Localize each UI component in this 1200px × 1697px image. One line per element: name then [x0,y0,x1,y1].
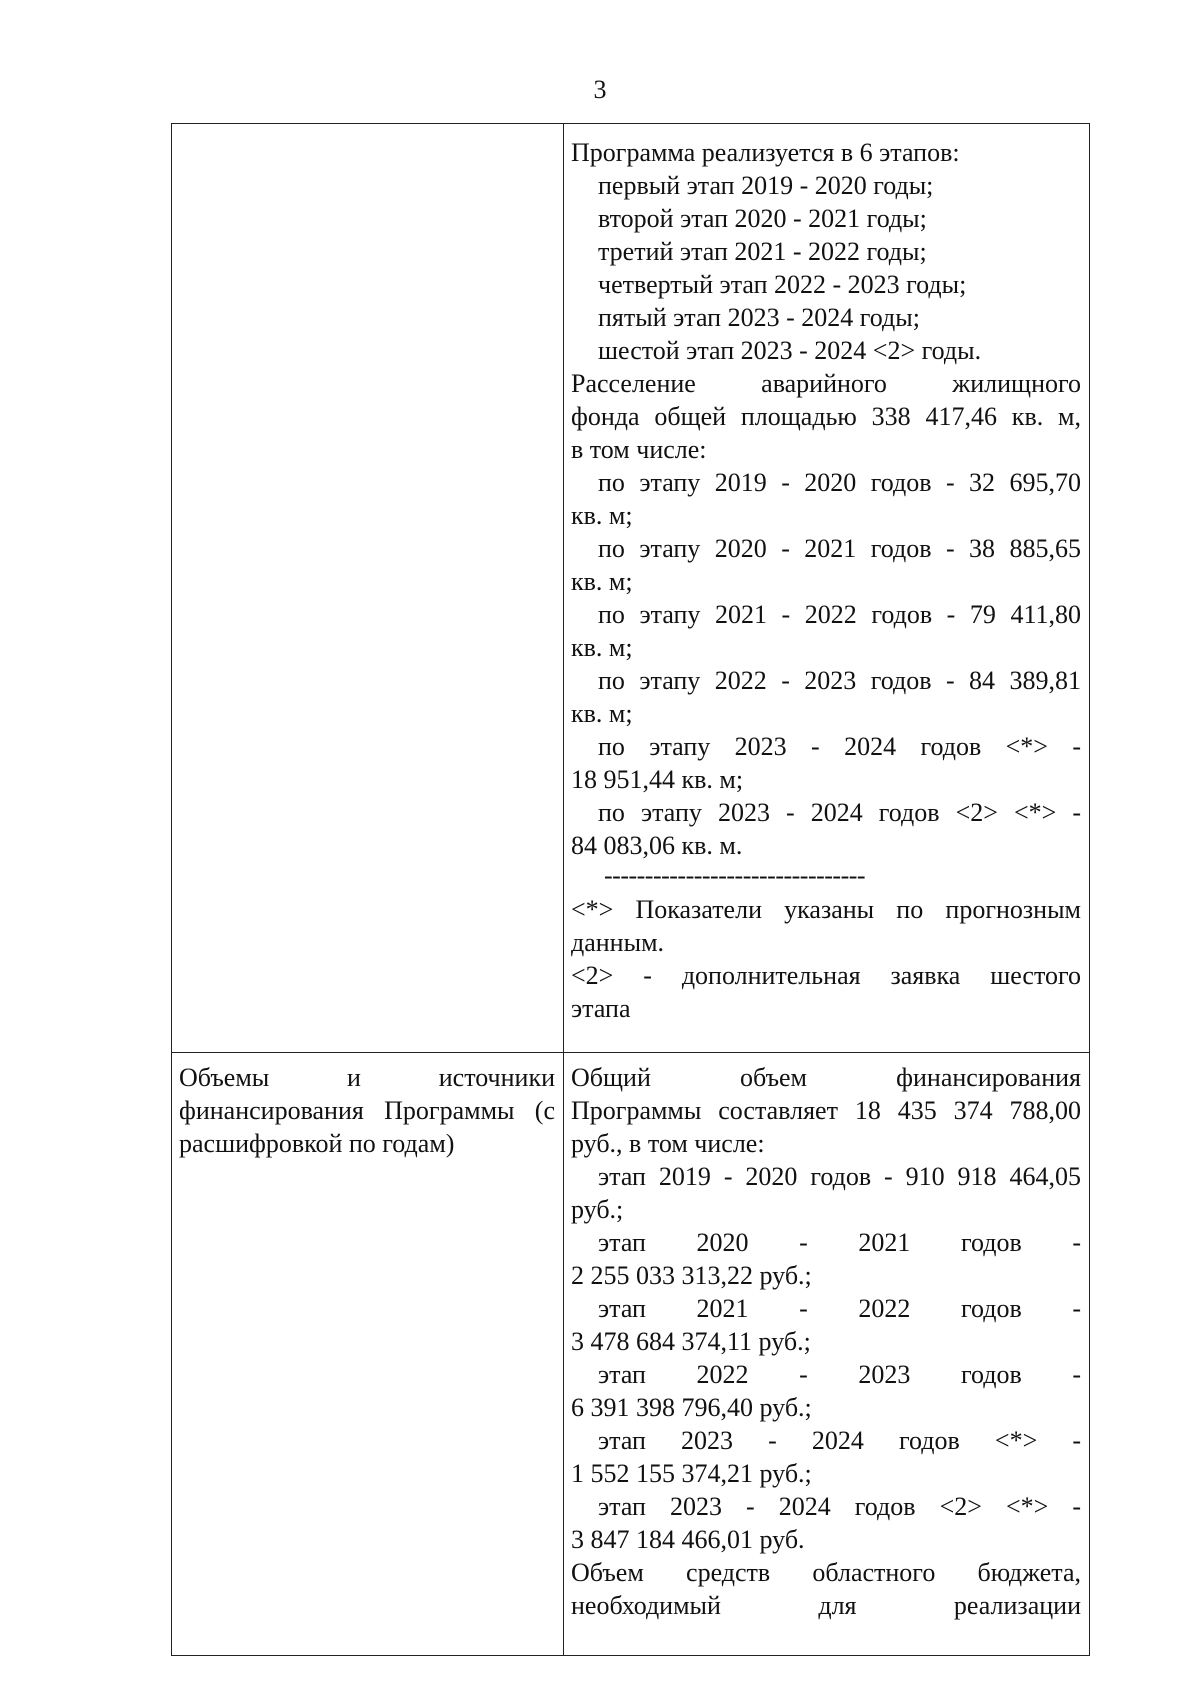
resettlement-item: по этапу 2023 - 2024 годов <2> <*> - [598,798,1081,827]
resettlement-item: по этапу 2020 - 2021 годов - 38 885,65 [598,534,1081,563]
table-row-stages [172,124,1090,1053]
financing-item: этап 2023 - 2024 годов <*> - [598,1426,1081,1455]
footnote-additional: этапа [571,994,631,1023]
financing-label: финансирования Программы (с [179,1096,555,1125]
financing-item: этап 2022 - 2023 годов - [598,1360,1081,1389]
financing-item-value: руб.; [571,1195,624,1224]
resettlement-item-value: кв. м; [571,501,633,530]
stage-item: второй этап 2020 - 2021 годы; [598,204,927,233]
financing-item: этап 2021 - 2022 годов - [598,1294,1081,1323]
budget-text: необходимый для реализации [571,1591,1081,1620]
footnote-forecast: данным. [571,928,665,957]
financing-cell [564,1053,1090,1656]
financing-item: этап 2023 - 2024 годов <2> <*> - [598,1492,1081,1521]
resettlement-item-value: кв. м; [571,699,633,728]
footnote-separator: -------------------------------- [604,861,866,890]
financing-item-value: 3 847 184 466,01 руб. [571,1525,805,1554]
resettlement-item: по этапу 2019 - 2020 годов - 32 695,70 [598,468,1081,497]
stage-item: четвертый этап 2022 - 2023 годы; [598,270,967,299]
table-row-financing [172,1053,1090,1656]
stage-item: третий этап 2021 - 2022 годы; [598,237,927,266]
label-cell-empty [172,124,564,1053]
stage-item: пятый этап 2023 - 2024 годы; [598,303,920,332]
financing-total: Общий объем финансирования [571,1063,1081,1092]
financing-label-cell [172,1053,564,1656]
financing-label: Объемы и источники [179,1063,555,1092]
stages-cell [564,124,1090,1053]
financing-total: Программы составляет 18 435 374 788,00 [571,1096,1081,1125]
resettlement-item-value: 84 083,06 кв. м. [571,831,743,860]
resettlement-line: фонда общей площадью 338 417,46 кв. м, [571,402,1081,431]
budget-text: Объем средств областного бюджета, [571,1558,1081,1587]
financing-item: этап 2019 - 2020 годов - 910 918 464,05 [598,1162,1081,1191]
resettlement-line: Расселение аварийного жилищного [571,369,1081,398]
stages-intro: Программа реализуется в 6 этапов: [571,138,960,167]
financing-item-value: 3 478 684 374,11 руб.; [571,1327,811,1356]
financing-label: расшифровкой по годам) [179,1129,455,1158]
resettlement-item: по этапу 2023 - 2024 годов <*> - [598,732,1081,761]
financing-item: этап 2020 - 2021 годов - [598,1228,1081,1257]
page-number: 3 [593,75,607,104]
resettlement-line: в том числе: [571,435,707,464]
footnote-forecast: <*> Показатели указаны по прогнозным [571,895,1081,924]
resettlement-item: по этапу 2022 - 2023 годов - 84 389,81 [598,666,1081,695]
footnote-additional: <2> - дополнительная заявка шестого [571,961,1081,990]
financing-item-value: 1 552 155 374,21 руб.; [571,1459,812,1488]
resettlement-item-value: 18 951,44 кв. м; [571,765,744,794]
resettlement-item: по этапу 2021 - 2022 годов - 79 411,80 [598,600,1081,629]
financing-total: руб., в том числе: [571,1129,765,1158]
passport-table [171,123,1090,1656]
resettlement-item-value: кв. м; [571,567,633,596]
financing-item-value: 6 391 398 796,40 руб.; [571,1393,812,1422]
financing-item-value: 2 255 033 313,22 руб.; [571,1261,812,1290]
resettlement-item-value: кв. м; [571,633,633,662]
stage-item: шестой этап 2023 - 2024 <2> годы. [598,336,982,365]
stage-item: первый этап 2019 - 2020 годы; [598,171,934,200]
